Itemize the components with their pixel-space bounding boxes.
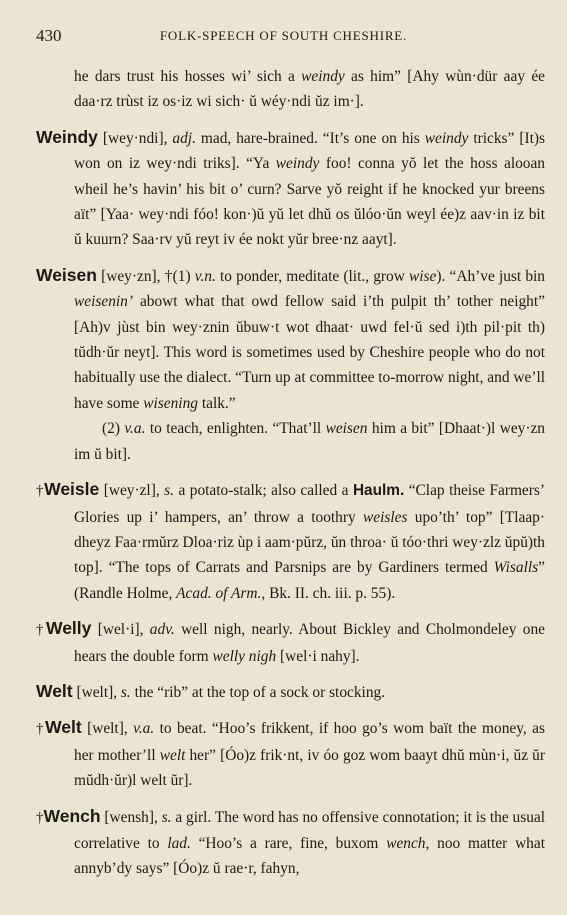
entry-text: the “rib” at the top of a sock or stocking. xyxy=(130,683,386,701)
cross-reference: Haulm. xyxy=(352,482,405,500)
dictionary-entries xyxy=(36,64,545,892)
italic-text: Wisalls xyxy=(493,559,539,577)
italic-text: Acad. of Arm. xyxy=(176,584,262,602)
running-title: FOLK-SPEECH OF SOUTH CHESHIRE. xyxy=(159,28,408,43)
entry-text: [wey·zl], xyxy=(99,482,165,500)
entry-text: a girl. The word has no offensive connotation; it is the usual correlative to xyxy=(74,808,545,852)
entry-text: to ponder, meditate (lit., grow xyxy=(215,267,409,285)
entry-text: well nigh, nearly. About Bickley and Cholmondeley one hears the double form xyxy=(74,621,546,665)
headword: Weisen xyxy=(36,264,97,285)
italic-text: lad. xyxy=(167,834,191,852)
entry-text: her” [Óo)z frik·nt, iv óo goz wom baayt dhŭ mùn·i, ŭz ŭr mŭdh·ŭr)l welt ŭr]. xyxy=(74,746,545,790)
italic-text: s. xyxy=(164,482,174,500)
page-number: 430 xyxy=(36,26,62,45)
entry-text: [welt], xyxy=(81,720,134,738)
italic-text: v.a. xyxy=(124,420,146,438)
entry-text: foo! conna yŏ let the hoss alooan wheil he’s havin’ his bit o’ curn? Sarve yŏ reight if he knocked yur breens aït” [Yaa· wey·ndi fóo! kon·)ŭ yŭ let dhŭ os ŭlóo·ŭn weyl ée)z aav·in iz bit ŭ kuurn? Saa·rv yŭ reyt iv ée nokt yŭr bree·nz aayt]. xyxy=(74,155,546,249)
dagger-mark: † xyxy=(36,721,46,738)
headword: Welt xyxy=(36,680,73,701)
italic-text: weindy xyxy=(275,155,320,173)
entry-text: upo’th’ top” [Tlaap· dheyz Faa·rmŭrz Dloa·riz ùp i aam·pŭrz, ŭn throa· ŭ tóo·thri wey·zlz ŭpŭ)th top]. “The tops of Carrats and Parsnips are by Gardiners termed xyxy=(74,508,545,577)
italic-text: weisles xyxy=(362,508,408,526)
entry-text: , Bk. II. ch. iii. p. 55). xyxy=(261,584,396,602)
entry-text: he dars trust his hosses wi’ sich a xyxy=(74,68,302,85)
dictionary-entry xyxy=(36,125,545,253)
entry-text: as him” [Ahy wùn·dür aay ée daa·rz trùst iz os·iz wi sich· ŭ wéy·ndi ŭz im·]. xyxy=(74,68,545,111)
entry-text: ). “Ah’ve just bin xyxy=(436,267,546,285)
page-header xyxy=(36,26,531,48)
italic-text: adv. xyxy=(149,621,175,639)
entry-text: [wensh], xyxy=(100,808,162,826)
dictionary-entry xyxy=(36,616,545,669)
entry-text: , noo matter what annyb’dy says” [Óo)z ŭ rae·r, fahyn, xyxy=(74,834,545,878)
italic-text: s. xyxy=(120,683,131,701)
headword: Welly xyxy=(46,618,92,639)
italic-text: wisening xyxy=(143,394,198,412)
entry-text: a potato-stalk; also called a xyxy=(174,482,353,500)
dictionary-entry xyxy=(36,804,545,882)
dagger-mark: † xyxy=(36,483,45,500)
entry-text: [welt], xyxy=(72,683,121,701)
italic-text: s. xyxy=(161,808,172,826)
entry-continuation xyxy=(36,64,545,115)
entry-subsense xyxy=(36,416,545,467)
dictionary-entry xyxy=(36,263,545,416)
entry-text: (2) xyxy=(102,420,125,438)
entry-text: ” (Randle Holme, xyxy=(74,559,545,602)
dagger-mark: † xyxy=(36,809,44,826)
italic-text: wise xyxy=(409,267,437,285)
headword: Wench xyxy=(43,805,101,826)
italic-text: adj. xyxy=(172,129,196,147)
headword: Weindy xyxy=(36,126,98,147)
italic-text: v.a. xyxy=(133,720,155,738)
italic-text: weisen xyxy=(325,420,368,438)
entry-text: “Clap theise Farmers’ Glories up i’ hampers, an’ throw a toothry xyxy=(74,482,546,526)
italic-text: welly nigh xyxy=(212,647,277,665)
dictionary-entry xyxy=(36,477,545,606)
italic-text: v.n. xyxy=(194,267,216,285)
entry-text: [wel·i nahy]. xyxy=(276,647,360,665)
entry-text: [wel·i], xyxy=(91,621,150,639)
entry-text: tricks” [It)s won on iz wey·ndi triks]. “Ya xyxy=(74,129,545,173)
entry-text: mad, hare-brained. “It’s one on his xyxy=(195,129,425,147)
italic-text: weindy xyxy=(424,129,469,147)
entry-text: [wey·ndi], xyxy=(97,129,173,147)
entry-text: abowt what that owd fellow said i’th pulpit th’ tother neight” [Ah)v jùst bin wey·znin ŭbuw·t wot dhaat· uwd fel·ŭ sed i)th pil·pit th) tŭdh·ŭr neyt]. This word is sometimes used by Cheshire people who do not habitually use the dialect. “Turn up at committee to-morrow night, and we’ll have some xyxy=(74,293,545,412)
headword: Welt xyxy=(45,717,82,738)
entry-text: [wey·zn], †(1) xyxy=(96,267,195,285)
dictionary-entry xyxy=(36,679,545,705)
entry-text: to beat. “Hoo’s frikkent, if hoo go’s wom baït the money, as her mother’ll xyxy=(74,720,546,764)
entry-text: to teach, enlighten. “That’ll xyxy=(145,420,326,438)
dagger-mark: † xyxy=(36,622,46,639)
italic-text: weindy xyxy=(301,68,345,85)
headword: Weisle xyxy=(44,479,100,500)
italic-text: weisenin’ xyxy=(74,293,133,311)
entry-text: “Hoo’s a rare, fine, buxom xyxy=(190,834,387,852)
entry-text: talk.” xyxy=(197,394,236,412)
italic-text: welt xyxy=(159,746,186,764)
dictionary-entry xyxy=(36,715,545,793)
italic-text: wench xyxy=(386,834,426,852)
entry-text: him a bit” [Dhaat·)l wey·zn im ŭ bit]. xyxy=(74,420,545,463)
